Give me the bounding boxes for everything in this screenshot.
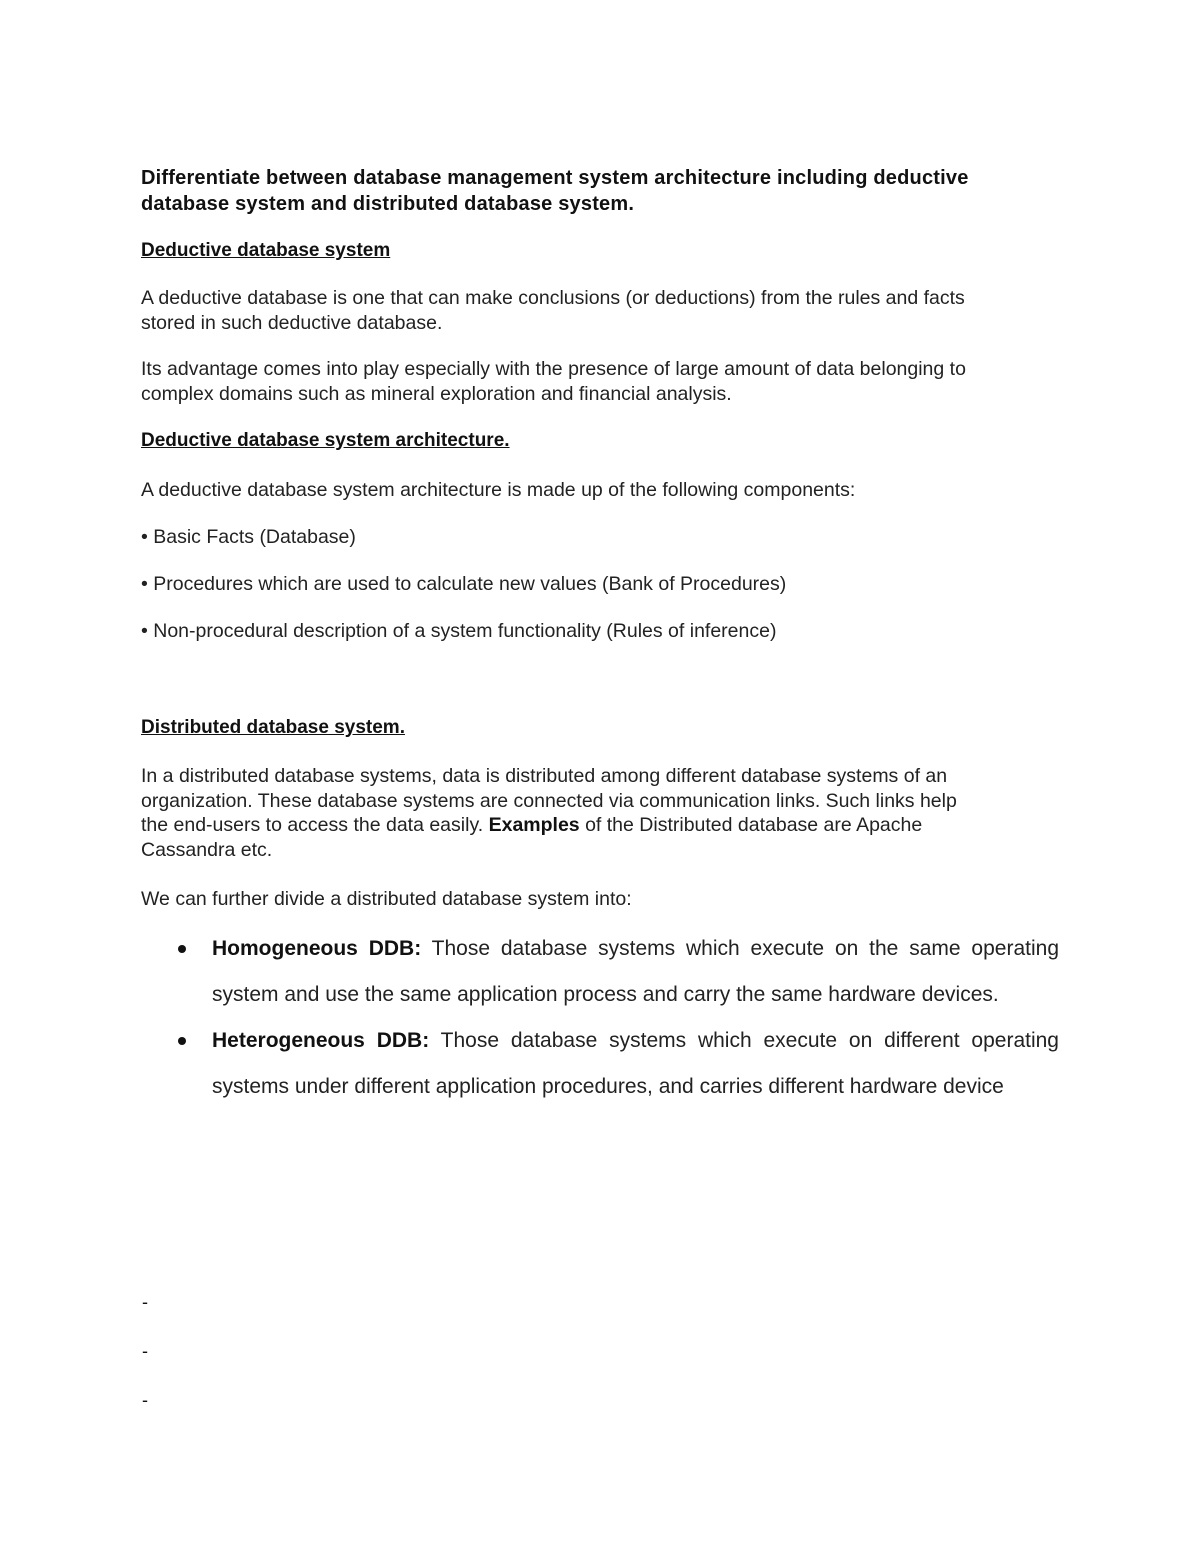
distributed-line-3-start: the end-users to access the data easily. bbox=[141, 814, 489, 836]
distributed-definition-line-2: organization. These database systems are connected via communication links. Such links help bbox=[141, 789, 957, 812]
distributed-definition-line-3 bbox=[141, 813, 1061, 838]
component-procedures: • Procedures which are used to calculate new values (Bank of Procedures) bbox=[141, 573, 787, 595]
title-line-1: Differentiate between database management system architecture including deductive bbox=[141, 167, 969, 189]
examples-label: Examples bbox=[488, 814, 580, 836]
deductive-heading: Deductive database system bbox=[141, 240, 391, 261]
component-rules-of-inference: • Non-procedural description of a system functionality (Rules of inference) bbox=[141, 620, 777, 642]
distributed-definition-line-1: In a distributed database systems, data is distributed among different database systems of an bbox=[141, 765, 948, 787]
ddb-types-list bbox=[175, 926, 1059, 1110]
distributed-divide-intro: We can further divide a distributed database system into: bbox=[141, 888, 632, 910]
dash-mark-3: - bbox=[142, 1390, 148, 1410]
deductive-advantage-line-2: complex domains such as mineral exploration and financial analysis. bbox=[141, 382, 732, 405]
heterogeneous-term: Heterogeneous DDB: bbox=[212, 1029, 430, 1052]
dash-mark-1: - bbox=[142, 1292, 148, 1312]
distributed-line-3-end: of the Distributed database are Apache bbox=[579, 814, 923, 836]
distributed-definition-line-4: Cassandra etc. bbox=[141, 838, 273, 861]
deductive-definition-line-2: stored in such deductive database. bbox=[141, 311, 443, 334]
bullet-dot bbox=[178, 1037, 186, 1045]
deductive-advantage bbox=[141, 357, 1061, 406]
heterogeneous-description: Those database systems which execute on different operating systems under different application procedures, and carries different hardware device bbox=[212, 1029, 1059, 1098]
deductive-advantage-line-1: Its advantage comes into play especially with the presence of large amount of data belonging to bbox=[141, 358, 966, 380]
list-item-heterogeneous bbox=[175, 1018, 1059, 1110]
homogeneous-description: Those database systems which execute on the same operating system and use the same application process and carry the same hardware devices. bbox=[212, 937, 1059, 1006]
distributed-definition bbox=[141, 764, 1061, 862]
distributed-heading: Distributed database system. bbox=[141, 717, 405, 738]
deductive-definition bbox=[141, 286, 1061, 335]
architecture-heading: Deductive database system architecture. bbox=[141, 430, 510, 451]
list-item-homogeneous bbox=[175, 926, 1059, 1018]
document-title bbox=[141, 165, 1061, 217]
deductive-definition-line-1: A deductive database is one that can make conclusions (or deductions) from the rules and facts bbox=[141, 287, 965, 309]
title-line-2: database system and distributed database system. bbox=[141, 193, 635, 215]
component-basic-facts: • Basic Facts (Database) bbox=[141, 526, 356, 548]
bullet-dot bbox=[178, 945, 186, 953]
architecture-intro: A deductive database system architecture is made up of the following components: bbox=[141, 479, 856, 501]
dash-mark-2: - bbox=[142, 1341, 148, 1361]
homogeneous-term: Homogeneous DDB: bbox=[212, 937, 422, 960]
